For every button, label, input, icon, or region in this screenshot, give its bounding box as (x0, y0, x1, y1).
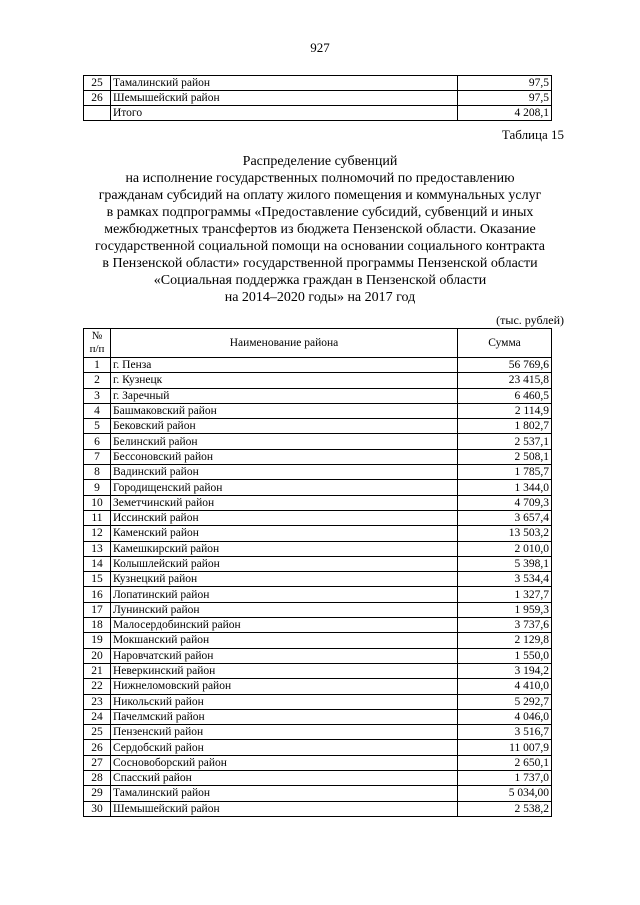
table-row (84, 786, 552, 801)
row-amount: 4 046,0 (458, 709, 552, 724)
table-row (84, 419, 552, 434)
table-row (84, 602, 552, 617)
table-row (84, 725, 552, 740)
heading-line: в Пензенской области» государственной программы Пензенской области (102, 256, 538, 271)
row-district: Лунинский район (111, 602, 458, 617)
row-number: 20 (84, 648, 111, 663)
row-number: 9 (84, 480, 111, 495)
row-amount: 5 398,1 (458, 556, 552, 571)
table-row (84, 541, 552, 556)
row-number: 5 (84, 419, 111, 434)
table-row (84, 434, 552, 449)
table-row (84, 648, 552, 663)
table-row (84, 709, 552, 724)
table-row (84, 587, 552, 602)
row-district: Малосердобинский район (111, 618, 458, 633)
row-amount: 1 344,0 (458, 480, 552, 495)
table-row (84, 572, 552, 587)
header-num-line2: п/п (89, 343, 105, 355)
row-amount: 1 737,0 (458, 771, 552, 786)
row-amount: 1 327,7 (458, 587, 552, 602)
row-amount: 2 650,1 (458, 755, 552, 770)
row-district: Пачелмский район (111, 709, 458, 724)
row-amount: 3 737,6 (458, 618, 552, 633)
row-amount: 2 010,0 (458, 541, 552, 556)
row-number: 6 (84, 434, 111, 449)
row-number: 13 (84, 541, 111, 556)
row-amount: 3 516,7 (458, 725, 552, 740)
row-district: Наровчатский район (111, 648, 458, 663)
table-row (84, 388, 552, 403)
table-row (84, 510, 552, 525)
table-row (84, 663, 552, 678)
row-number: 19 (84, 633, 111, 648)
table-row (84, 449, 552, 464)
row-amount: 4 208,1 (458, 106, 552, 121)
row-number: 30 (84, 801, 111, 816)
heading-line: государственной социальной помощи на основании социального контракта (95, 239, 545, 254)
heading-line: на 2014–2020 годы» на 2017 год (224, 290, 416, 305)
row-number: 25 (84, 76, 111, 91)
row-number: 21 (84, 663, 111, 678)
row-district: г. Кузнецк (111, 373, 458, 388)
row-district: Белинский район (111, 434, 458, 449)
row-district: Камешкирский район (111, 541, 458, 556)
row-district: Спасский район (111, 771, 458, 786)
row-number: 10 (84, 495, 111, 510)
row-district: Кузнецкий район (111, 572, 458, 587)
table-row (84, 801, 552, 816)
heading-line: в рамках подпрограммы «Предоставление субсидий, субвенций и иных (106, 205, 534, 220)
row-amount: 3 534,4 (458, 572, 552, 587)
units-label: (тыс. рублей) (496, 313, 564, 327)
header-num-line1: № (91, 330, 103, 342)
row-amount: 1 959,3 (458, 602, 552, 617)
heading-line: Распределение субвенций (242, 154, 398, 169)
row-number (84, 106, 111, 121)
table-header-row (84, 329, 552, 358)
heading-line: на исполнение государственных полномочий по предоставлению (125, 171, 515, 186)
row-amount: 13 503,2 (458, 526, 552, 541)
continued-table (83, 75, 552, 121)
row-district: г. Заречный (111, 388, 458, 403)
table-row (84, 679, 552, 694)
row-district: Мокшанский район (111, 633, 458, 648)
row-number: 1 (84, 358, 111, 373)
row-amount: 4 709,3 (458, 495, 552, 510)
table-row (84, 633, 552, 648)
row-number: 4 (84, 403, 111, 418)
table-row (84, 465, 552, 480)
row-amount: 2 129,8 (458, 633, 552, 648)
table-row (84, 694, 552, 709)
row-district: Шемышейский район (111, 801, 458, 816)
row-amount: 3 194,2 (458, 663, 552, 678)
row-district: Сосновоборский район (111, 755, 458, 770)
row-number: 26 (84, 91, 111, 106)
row-district: Лопатинский район (111, 587, 458, 602)
table-row (84, 358, 552, 373)
row-district: Городищенский район (111, 480, 458, 495)
row-district: Иссинский район (111, 510, 458, 525)
subvention-table (83, 328, 552, 817)
heading-line: «Социальная поддержка граждан в Пензенской области (153, 273, 487, 288)
row-amount: 5 292,7 (458, 694, 552, 709)
row-district: Никольский район (111, 694, 458, 709)
row-amount: 56 769,6 (458, 358, 552, 373)
table-row (84, 403, 552, 418)
row-amount: 11 007,9 (458, 740, 552, 755)
row-amount: 1 802,7 (458, 419, 552, 434)
row-number: 18 (84, 618, 111, 633)
heading-line: гражданам субсидий на оплату жилого помещения и коммунальных услуг (98, 188, 542, 203)
table-row (84, 618, 552, 633)
row-amount: 2 537,1 (458, 434, 552, 449)
heading-line: межбюджетных трансфертов из бюджета Пензенской области. Оказание (104, 222, 536, 237)
table-row (84, 76, 552, 91)
row-amount: 4 410,0 (458, 679, 552, 694)
row-amount: 2 508,1 (458, 449, 552, 464)
row-number: 26 (84, 740, 111, 755)
row-amount: 97,5 (458, 91, 552, 106)
row-number: 28 (84, 771, 111, 786)
row-number: 29 (84, 786, 111, 801)
table-row (84, 740, 552, 755)
row-district: Вадинский район (111, 465, 458, 480)
row-number: 15 (84, 572, 111, 587)
table-row (84, 526, 552, 541)
row-number: 16 (84, 587, 111, 602)
row-amount: 23 415,8 (458, 373, 552, 388)
row-number: 3 (84, 388, 111, 403)
table-row (84, 771, 552, 786)
table-heading (60, 153, 580, 306)
row-district: Тамалинский район (111, 786, 458, 801)
row-amount: 2 538,2 (458, 801, 552, 816)
table-row (84, 106, 552, 121)
row-district: Башмаковский район (111, 403, 458, 418)
row-district: Бековский район (111, 419, 458, 434)
row-amount: 3 657,4 (458, 510, 552, 525)
table-label: Таблица 15 (501, 127, 564, 142)
table-row (84, 91, 552, 106)
row-district: Земетчинский район (111, 495, 458, 510)
table-row (84, 495, 552, 510)
row-amount: 5 034,00 (458, 786, 552, 801)
row-number: 25 (84, 725, 111, 740)
row-district: Колышлейский район (111, 556, 458, 571)
row-number: 24 (84, 709, 111, 724)
row-amount: 1 785,7 (458, 465, 552, 480)
row-number: 12 (84, 526, 111, 541)
row-amount: 2 114,9 (458, 403, 552, 418)
header-num (84, 329, 111, 358)
row-district: Итого (111, 106, 458, 121)
row-number: 7 (84, 449, 111, 464)
table-row (84, 755, 552, 770)
row-district: Нижнеломовский район (111, 679, 458, 694)
row-number: 17 (84, 602, 111, 617)
row-number: 14 (84, 556, 111, 571)
row-number: 11 (84, 510, 111, 525)
row-district: Шемышейский район (111, 91, 458, 106)
table-row (84, 373, 552, 388)
row-number: 27 (84, 755, 111, 770)
header-name: Наименование района (111, 329, 458, 358)
row-district: Пензенский район (111, 725, 458, 740)
row-district: Сердобский район (111, 740, 458, 755)
row-number: 8 (84, 465, 111, 480)
row-amount: 1 550,0 (458, 648, 552, 663)
row-district: Тамалинский район (111, 76, 458, 91)
row-district: г. Пенза (111, 358, 458, 373)
page-number: 927 (310, 40, 330, 55)
row-number: 23 (84, 694, 111, 709)
row-district: Неверкинский район (111, 663, 458, 678)
table-row (84, 556, 552, 571)
row-number: 2 (84, 373, 111, 388)
row-amount: 97,5 (458, 76, 552, 91)
row-number: 22 (84, 679, 111, 694)
table-row (84, 480, 552, 495)
row-district: Бессоновский район (111, 449, 458, 464)
header-sum: Сумма (458, 329, 552, 358)
row-amount: 6 460,5 (458, 388, 552, 403)
row-district: Каменский район (111, 526, 458, 541)
